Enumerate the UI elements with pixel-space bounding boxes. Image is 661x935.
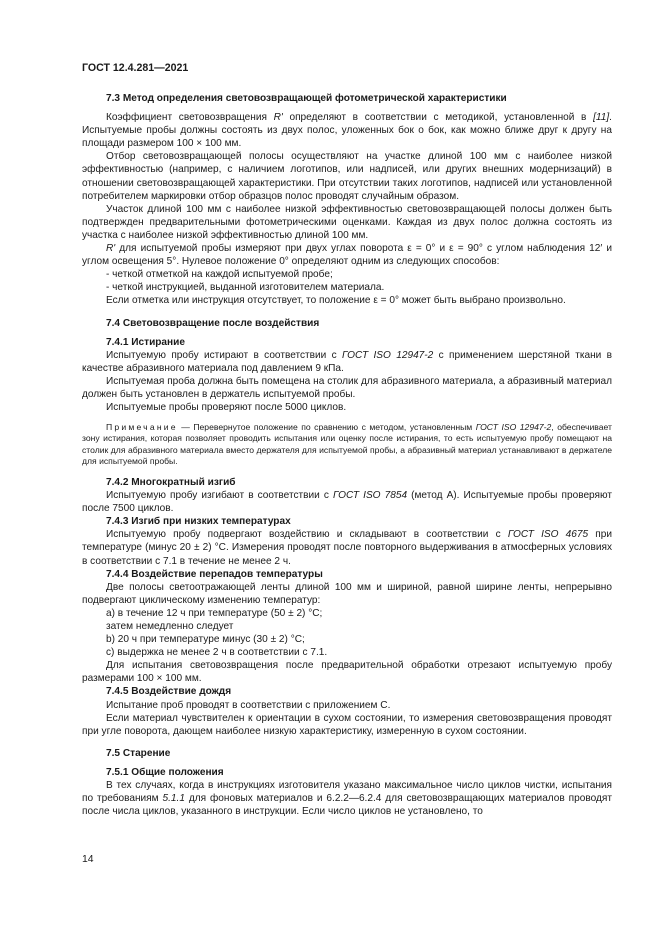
section-7-4-5-paragraph-2: Если материал чувствителен к ориентации в сухом состоянии, то измерения световозвращения проводят при угле поворота, дающем наиболее низкую характеристику, измеренную в сухом состоянии. [82, 712, 612, 737]
section-7-4-2-paragraph-1: Испытуемую пробу изгибают в соответствии с ГОСТ ISO 7854 (метод А). Испытуемые пробы проверяют после 7500 циклов. [82, 490, 612, 515]
section-7-4-1-paragraph-3: Испытуемые пробы проверяют после 5000 циклов. [106, 402, 347, 414]
section-7-4-5-paragraph-1: Испытание проб проводят в соответствии с приложением С. [106, 699, 391, 711]
section-7-5-title: 7.5 Старение [106, 747, 171, 759]
section-7-4-4-paragraph-2: Для испытания световозвращения после предварительной обработки отрезают испытуемую пробу размерами 100 × 100 мм. [82, 660, 612, 685]
section-7-4-1-title: 7.4.1 Истирание [106, 336, 185, 348]
section-7-4-4-paragraph-1: Две полосы светоотражающей ленты длиной 100 мм и шириной, равной ширине ленты, непрерывно подвергают циклическому изменению температур: [82, 581, 612, 606]
list-item: а) в течение 12 ч при температуре (50 ± 2) °С; [106, 607, 323, 619]
section-7-3-paragraph-2: Отбор световозвращающей полосы осуществляют на участке длиной 100 мм с наиболее низкой эффективностью (например, с наличием логотипов, или надписей, или других внешних модернизаций) в отношении световозвращающей характеристики. При отсутствии таких логотипов, надписей или установленной потребителем маркировки отбор образцов полос проводят случайным образом. [82, 151, 612, 202]
section-7-4-1-paragraph-1: Испытуемую пробу истирают в соответствии с ГОСТ ISO 12947-2 с применением шерстяной ткани в качестве абразивного материала под давлением 9 кПа. [82, 349, 613, 374]
page-content [82, 92, 612, 818]
section-7-5-1-paragraph-1: В тех случаях, когда в инструкциях изготовителя указано максимальное число циклов чистки, испытания по требованиям 5.1.1 для фоновых материалов и 6.2.2—6.2.4 для световозвращающих материалов проводят после числа циклов, указанного в инструкции. Если число циклов не установлено, то [82, 780, 612, 818]
section-7-4-2-title: 7.4.2 Многократный изгиб [106, 476, 236, 488]
list-item: затем немедленно следует [106, 621, 234, 632]
section-7-3-paragraph-5: Если отметка или инструкция отсутствует, то положение ε = 0° может быть выбрано произвольно. [106, 295, 566, 307]
section-7-4-title: 7.4 Световозвращение после воздействия [106, 317, 320, 329]
section-7-3-title: 7.3 Метод определения световозвращающей фотометрической характеристики [106, 93, 507, 104]
note: Примечание — Перевернутое положение по сравнению с методом, установленным ГОСТ ISO 12947-2, обеспечивает зону истирания, которая позволяет проводить испытания или оценку после истирания, то есть испытуемую пробу помещают на столик для абразивного материала вместо держателя для испытуемой пробы, а абразивный материал устанавливают в держателе для испытуемой пробы. [82, 422, 612, 466]
section-7-3-paragraph-4: R' для испытуемой пробы измеряют при двух углах поворота ε = 0° и ε = 90° с углом наблюдения 12′ и углом освещения 5°. Нулевое положение 0° определяют одним из следующих способов: [82, 243, 612, 268]
section-7-3-paragraph-1: Коэффициент световозвращения R' определяют в соответствии с методикой, установленной в [11]. Испытуемые пробы должны состоять из двух полос, уложенных бок о бок, как можно ближе друг к другу на площади размером 100 × 100 мм. [82, 112, 612, 150]
standard-header: ГОСТ 12.4.281—2021 [82, 62, 189, 74]
section-7-4-1-paragraph-2: Испытуемая проба должна быть помещена на столик для абразивного материала, а абразивный материал должен быть установлен в держатель испытуемой пробы. [82, 375, 612, 400]
page-number: 14 [82, 854, 94, 865]
section-7-4-5-title: 7.4.5 Воздействие дождя [106, 686, 232, 698]
note-label: Примечание [106, 422, 178, 433]
section-7-4-3-title: 7.4.3 Изгиб при низких температурах [106, 516, 291, 528]
section-7-4-3-paragraph-1: Испытуемую пробу подвергают воздействию и складывают в соответствии с ГОСТ ISO 4675 при температуре (минус 20 ± 2) °С. Измерения проводят после повторного выдерживания в атмосферных условиях в соответствии с 7.1 в течение не менее 2 ч. [82, 529, 613, 567]
list-item: - четкой отметкой на каждой испытуемой пробе; [106, 269, 333, 281]
section-7-4-4-title: 7.4.4 Воздействие перепадов температуры [106, 568, 323, 580]
section-7-3-paragraph-3: Участок длиной 100 мм с наиболее низкой эффективностью световозвращающей полосы должен быть подтвержден предварительными фотометрическими оценками. Каждая из двух полос должна состоять из участка с наиболее низкой эффективностью длиной 100 мм. [82, 203, 612, 241]
list-item: с) выдержка не менее 2 ч в соответствии с 7.1. [106, 647, 328, 659]
list-item: - четкой инструкцией, выданной изготовителем материала. [106, 282, 385, 294]
section-7-5-1-title: 7.5.1 Общие положения [106, 766, 224, 778]
list-item: b) 20 ч при температуре минус (30 ± 2) °С; [106, 634, 305, 646]
